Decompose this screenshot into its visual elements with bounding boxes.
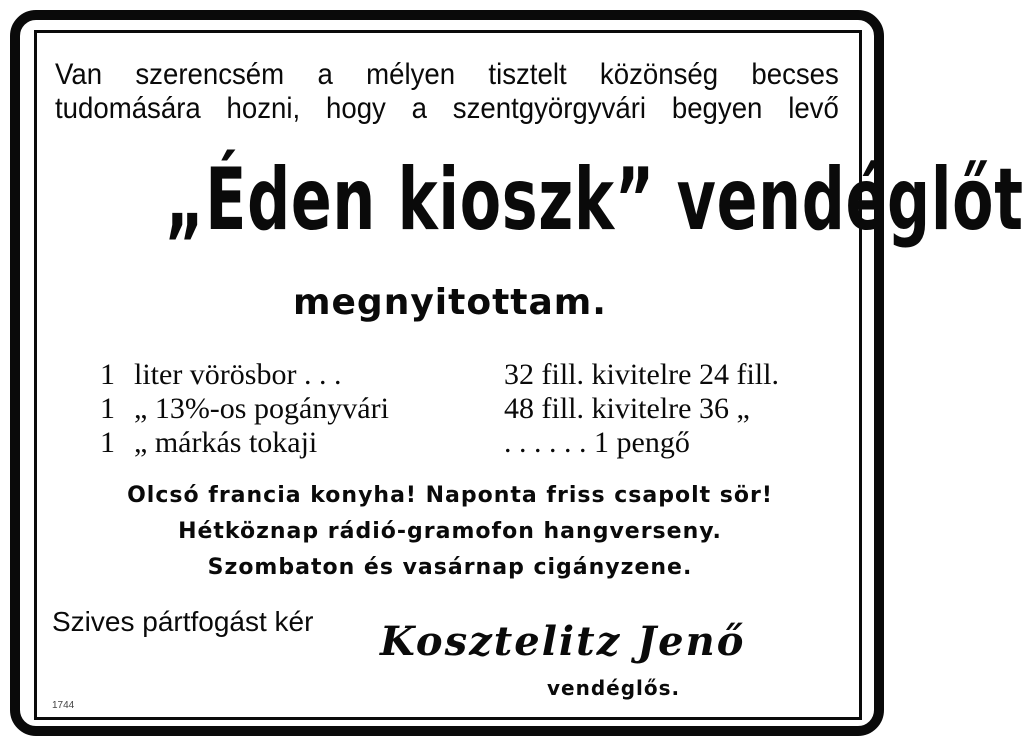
feature-line: Olcsó francia konyha! Naponta friss csapolt sör! bbox=[127, 483, 773, 508]
price-qty: 1 bbox=[100, 426, 115, 459]
price-row bbox=[100, 426, 820, 460]
price-qty: 1 bbox=[100, 392, 115, 425]
price-row bbox=[100, 392, 820, 426]
feature-line: Hétköznap rádió-gramofon hangverseny. bbox=[178, 519, 722, 544]
price-item: liter vörösbor . . . bbox=[134, 358, 342, 391]
feature-line: Szombaton és vasárnap cigányzene. bbox=[207, 555, 693, 580]
price-row bbox=[100, 358, 820, 392]
price-value: 32 fill. kivitelre 24 fill. bbox=[504, 358, 779, 391]
intro-text bbox=[55, 58, 839, 126]
price-item: „ márkás tokaji bbox=[134, 426, 318, 459]
price-value: . . . . . . 1 pengő bbox=[504, 426, 690, 459]
signature-role: vendéglős. bbox=[547, 676, 681, 700]
signature-name: Kosztelitz Jenő bbox=[380, 618, 746, 665]
ad-code: 1744 bbox=[52, 700, 75, 711]
intro-line-2: tudomására hozni, hogy a szentgyörgyvári begyen levő bbox=[55, 92, 839, 125]
price-qty: 1 bbox=[100, 358, 115, 391]
price-list bbox=[100, 358, 820, 460]
subheading: megnyitottam. bbox=[293, 282, 607, 323]
price-item: „ 13%-os pogányvári bbox=[134, 392, 389, 425]
intro-line-1: Van szerencsém a mélyen tisztelt közönség becses bbox=[55, 58, 839, 91]
price-value: 48 fill. kivitelre 36 „ bbox=[504, 392, 750, 425]
features-list bbox=[0, 478, 900, 586]
headline: „Éden kioszk” vendéglőt bbox=[165, 150, 1024, 250]
closing-text: Szives pártfogást kér bbox=[52, 606, 314, 637]
